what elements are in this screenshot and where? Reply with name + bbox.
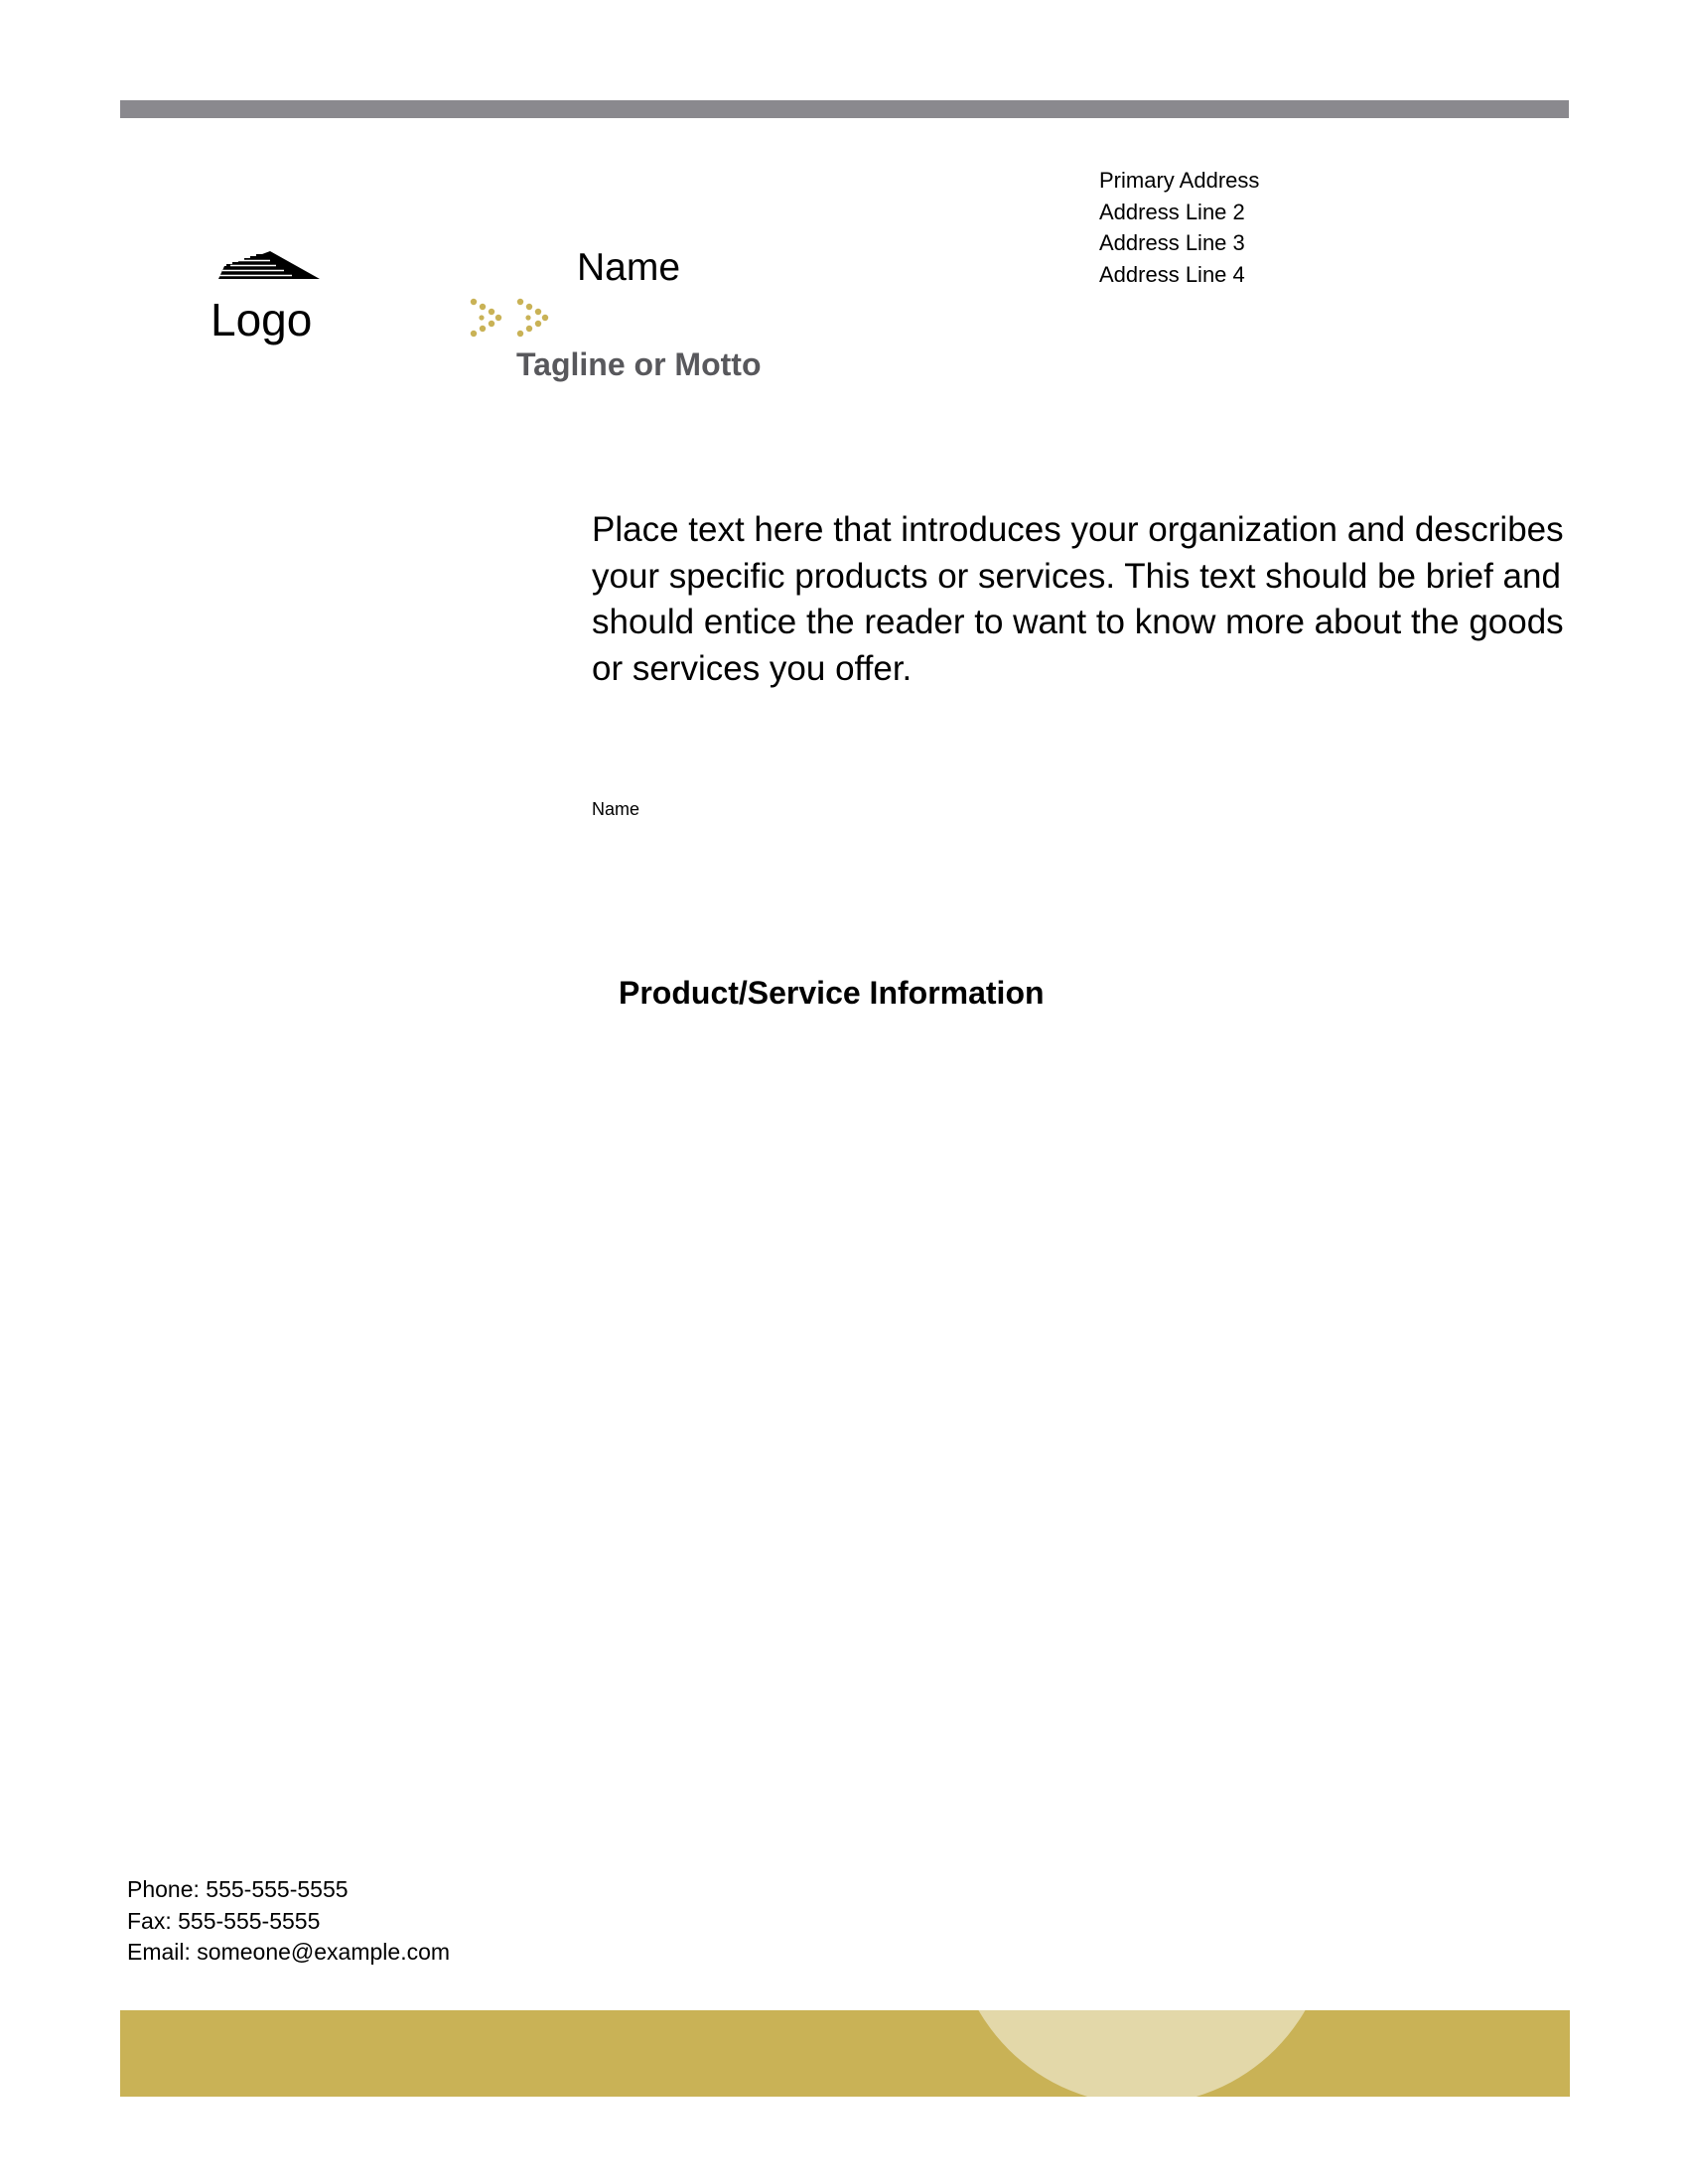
logo-swoosh-icon <box>216 251 320 281</box>
address-line-primary: Primary Address <box>1099 168 1260 193</box>
top-rule <box>120 100 1569 118</box>
address-block <box>1099 165 1259 290</box>
phone-line: Phone: 555-555-5555 <box>127 1876 349 1902</box>
dotted-chevron-icon <box>469 298 554 340</box>
contact-block <box>127 1874 450 1969</box>
company-name: Name <box>577 246 681 289</box>
email-line: Email: someone@example.com <box>127 1939 451 1965</box>
fax-line: Fax: 555-555-5555 <box>127 1907 321 1934</box>
logo-text: Logo <box>211 294 313 345</box>
signature-name: Name <box>592 799 640 819</box>
address-line-3: Address Line 3 <box>1099 230 1245 255</box>
address-line-2: Address Line 2 <box>1099 199 1245 224</box>
intro-paragraph: Place text here that introduces your organization and describes your specific products or services. This text should be brief and should entice the reader to want to know more about the goods or services you offer. <box>592 510 1564 688</box>
footer-band <box>120 2010 1570 2097</box>
footer-circle-decoration <box>953 2010 1331 2097</box>
tagline: Tagline or Motto <box>516 346 762 382</box>
address-line-4: Address Line 4 <box>1099 261 1245 287</box>
section-heading: Product/Service Information <box>619 975 1045 1011</box>
